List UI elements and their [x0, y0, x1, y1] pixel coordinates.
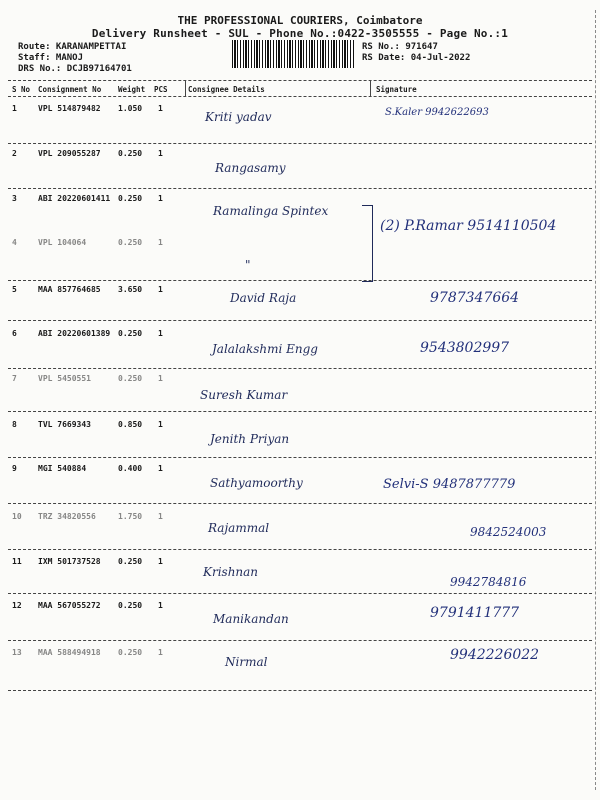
row-consignment: VPL 104064 — [38, 238, 87, 247]
row-consignee: Rajammal — [208, 521, 270, 535]
row-consignment: TRZ 34820556 — [38, 512, 96, 521]
row-separator — [8, 320, 592, 321]
row-consignee: Kriti yadav — [205, 110, 272, 124]
row-pcs: 1 — [158, 420, 163, 429]
row-sno: 4 — [12, 238, 17, 247]
row-consignment: VPL 209055287 — [38, 149, 101, 158]
row-sno: 11 — [12, 557, 22, 566]
row-separator — [8, 457, 592, 458]
row-weight: 1.050 — [118, 104, 143, 113]
row-pcs: 1 — [158, 238, 163, 247]
rs-number: RS No.: 971647 — [362, 42, 438, 52]
row-consignment: VPL 514879482 — [38, 104, 101, 113]
row-consignment: MAA 567055272 — [38, 601, 101, 610]
runsheet-subtitle: Delivery Runsheet - SUL - Phone No.:0422-3505555 - Page No.:1 — [91, 27, 509, 40]
row-pcs: 1 — [158, 329, 163, 338]
row-pcs: 1 — [158, 194, 163, 203]
row-consignee: Suresh Kumar — [200, 388, 288, 402]
route-label: Route: KARANAMPETTAI — [18, 42, 127, 52]
row-weight: 0.250 — [118, 601, 143, 610]
col-weight: Weight — [118, 85, 146, 94]
row-consignment: MAA 857764685 — [38, 285, 101, 294]
row-signature: 9942226022 — [450, 647, 540, 663]
row-separator — [8, 280, 592, 281]
row-sno: 10 — [12, 512, 22, 521]
row-weight: 0.400 — [118, 464, 143, 473]
row-consignment: ABI 20220601411 — [38, 194, 111, 203]
row-separator — [8, 368, 592, 369]
row-weight: 0.250 — [118, 374, 143, 383]
row-consignee: Manikandan — [213, 612, 289, 626]
col-sno: S No — [12, 85, 31, 94]
col-divider — [185, 80, 186, 96]
row-sno: 8 — [12, 420, 17, 429]
row-sno: 9 — [12, 464, 17, 473]
row-consignment: ABI 20220601389 — [38, 329, 111, 338]
row-consignee: Nirmal — [225, 655, 268, 669]
row-signature: 9543802997 — [420, 340, 510, 356]
row-separator — [8, 549, 592, 550]
row-weight: 0.250 — [118, 194, 143, 203]
row-sno: 2 — [12, 149, 17, 158]
row-consignment: TVL 7669343 — [38, 420, 91, 429]
row-sno: 1 — [12, 104, 17, 113]
row-signature: Selvi-S 9487877779 — [383, 477, 516, 492]
col-divider — [370, 80, 371, 96]
row-consignee: Ramalinga Spintex — [213, 204, 329, 218]
row-consignee: Jenith Priyan — [210, 432, 290, 446]
row-weight: 0.250 — [118, 329, 143, 338]
row-consignment: VPL 5450551 — [38, 374, 91, 383]
row-separator — [8, 503, 592, 504]
rs-date: RS Date: 04-Jul-2022 — [362, 53, 471, 63]
row-consignee: Sathyamoorthy — [210, 476, 303, 490]
row-consignee: Rangasamy — [215, 161, 286, 175]
staff-label: Staff: MANOJ — [18, 53, 84, 63]
row-sno: 3 — [12, 194, 17, 203]
col-consignee: Consignee Details — [188, 85, 265, 94]
row-pcs: 1 — [158, 557, 163, 566]
col-pcs: PCS — [154, 85, 168, 94]
header-bottom-rule — [8, 96, 592, 97]
company-title: THE PROFESSIONAL COURIERS, Coimbatore — [177, 14, 423, 27]
row-pcs: 1 — [158, 512, 163, 521]
row-pcs: 1 — [158, 648, 163, 657]
row-signature: 9791411777 — [430, 605, 520, 621]
row-pcs: 1 — [158, 149, 163, 158]
row-consignment: IXM 501737528 — [38, 557, 101, 566]
row-consignment: MAA 588494918 — [38, 648, 101, 657]
barcode — [232, 40, 354, 68]
row-weight: 3.650 — [118, 285, 143, 294]
row-pcs: 1 — [158, 374, 163, 383]
row-pcs: 1 — [158, 285, 163, 294]
row-sno: 5 — [12, 285, 17, 294]
row-consignee: David Raja — [230, 291, 297, 305]
row-weight: 0.250 — [118, 557, 143, 566]
row-weight: 0.250 — [118, 648, 143, 657]
col-signature: Signature — [376, 85, 417, 94]
page-margin-line — [595, 10, 596, 790]
row-sno: 13 — [12, 648, 22, 657]
row-separator — [8, 411, 592, 412]
group-bracket — [362, 205, 373, 282]
row-signature: 9942784816 — [450, 575, 527, 589]
header-top-rule — [8, 80, 592, 81]
col-consignment: Consignment No — [38, 85, 102, 94]
row-separator — [8, 188, 592, 189]
row-weight: 1.750 — [118, 512, 143, 521]
row-signature: 9842524003 — [470, 525, 547, 539]
row-weight: 0.250 — [118, 149, 143, 158]
row-consignee: Jalalakshmi Engg — [212, 342, 318, 356]
row-separator — [8, 640, 592, 641]
row-consignee: Krishnan — [203, 565, 259, 579]
row-weight: 0.250 — [118, 238, 143, 247]
row-separator — [8, 690, 592, 691]
row-consignment: MGI 540884 — [38, 464, 87, 473]
row-pcs: 1 — [158, 104, 163, 113]
row-weight: 0.850 — [118, 420, 143, 429]
row-separator — [8, 143, 592, 144]
drs-number: DRS No.: DCJB97164701 — [18, 64, 132, 74]
row-sno: 12 — [12, 601, 22, 610]
row-separator — [8, 593, 592, 594]
row-pcs: 1 — [158, 464, 163, 473]
row-pcs: 1 — [158, 601, 163, 610]
row-sno: 6 — [12, 329, 17, 338]
row-signature: (2) P.Ramar 9514110504 — [380, 218, 557, 234]
row-consignee: " — [245, 258, 251, 272]
row-signature: S.Kaler 9942622693 — [385, 107, 489, 118]
row-signature: 9787347664 — [430, 290, 520, 306]
row-sno: 7 — [12, 374, 17, 383]
